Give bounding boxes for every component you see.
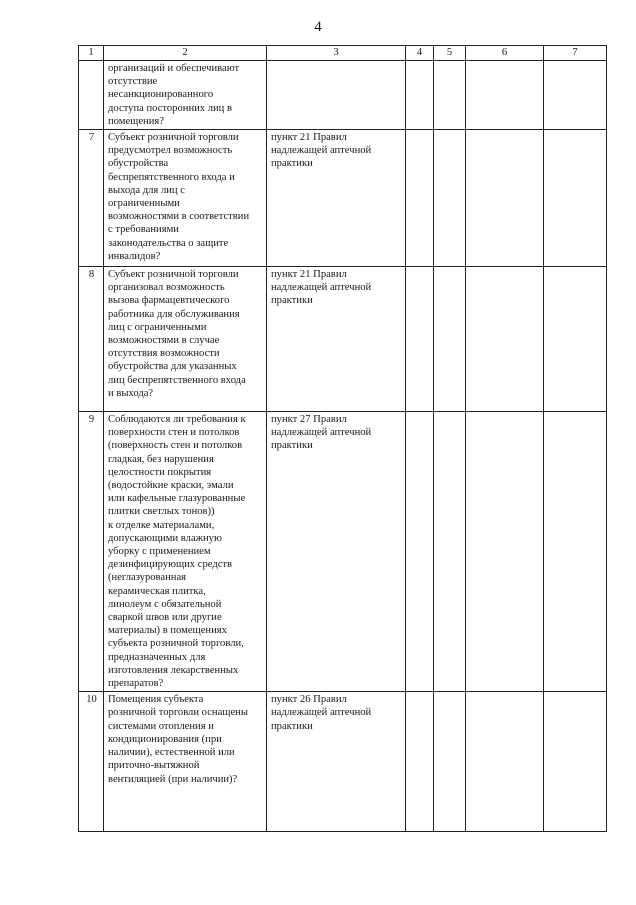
answer-cell [434, 267, 466, 412]
answer-cell [466, 130, 544, 267]
table-row [79, 692, 607, 832]
answer-cell [434, 130, 466, 267]
answer-cell [466, 692, 544, 832]
answer-cell [406, 130, 434, 267]
answer-cell [544, 267, 607, 412]
answer-cell [544, 61, 607, 130]
answer-cell [406, 267, 434, 412]
column-header: 1 [79, 46, 104, 61]
row-number: 8 [79, 267, 104, 412]
column-header: 4 [406, 46, 434, 61]
answer-cell [434, 412, 466, 692]
table-row [79, 130, 607, 267]
answer-cell [544, 412, 607, 692]
column-header: 7 [544, 46, 607, 61]
answer-cell [466, 412, 544, 692]
answer-cell [466, 61, 544, 130]
table-row [79, 267, 607, 412]
row-number: 9 [79, 412, 104, 692]
answer-cell [434, 692, 466, 832]
page-number: 4 [314, 19, 322, 35]
column-header: 6 [466, 46, 544, 61]
answer-cell [406, 61, 434, 130]
requirement-question: Соблюдаются ли требования к поверхности стен и потолков (поверхность стен и потолков гладкая, без нарушения целостности покрытия (водостойкие краски, эмали или кафельные глазурованные плитки светлых тонов)) к отделке материалами, допускающими влажную уборку с применением дезинфицирующих средств (неглазурованная керамическая плитка, линолеум с обязательной сваркой швов или другие материалы) в помещениях субъекта розничной торговли, предназначенных для изготовления лекарственных препаратов? [104, 412, 267, 692]
table-row [79, 412, 607, 692]
requirement-question: Субъект розничной торговли организовал возможность вызова фармацевтического работника для обслуживания лиц с ограниченными возможностями в случае отсутствия возможности обустройства для указанных лиц беспрепятственного входа и выхода? [104, 267, 267, 412]
table-row [79, 61, 607, 130]
answer-cell [406, 692, 434, 832]
column-number-row [79, 46, 607, 61]
legal-reference [267, 61, 406, 130]
checklist-table [78, 45, 607, 832]
column-header: 5 [434, 46, 466, 61]
requirement-question: Помещения субъекта розничной торговли оснащены системами отопления и кондиционирования (при наличии), естественной или приточно-вытяжной вентиляцией (при наличии)? [104, 692, 267, 832]
legal-reference: пункт 27 Правил надлежащей аптечной практики [267, 412, 406, 692]
answer-cell [544, 130, 607, 267]
row-number: 7 [79, 130, 104, 267]
column-header: 2 [104, 46, 267, 61]
answer-cell [466, 267, 544, 412]
column-header: 3 [267, 46, 406, 61]
requirement-question: организаций и обеспечивают отсутствие несанкционированного доступа посторонних лиц в помещения? [104, 61, 267, 130]
legal-reference: пункт 21 Правил надлежащей аптечной практики [267, 130, 406, 267]
answer-cell [406, 412, 434, 692]
requirement-question: Субъект розничной торговли предусмотрел возможность обустройства беспрепятственного входа и выхода для лиц с ограниченными возможностями в соответствии с требованиями законодательства о защите инвалидов? [104, 130, 267, 267]
answer-cell [544, 692, 607, 832]
row-number [79, 61, 104, 130]
row-number: 10 [79, 692, 104, 832]
legal-reference: пункт 26 Правил надлежащей аптечной практики [267, 692, 406, 832]
answer-cell [434, 61, 466, 130]
legal-reference: пункт 21 Правил надлежащей аптечной практики [267, 267, 406, 412]
